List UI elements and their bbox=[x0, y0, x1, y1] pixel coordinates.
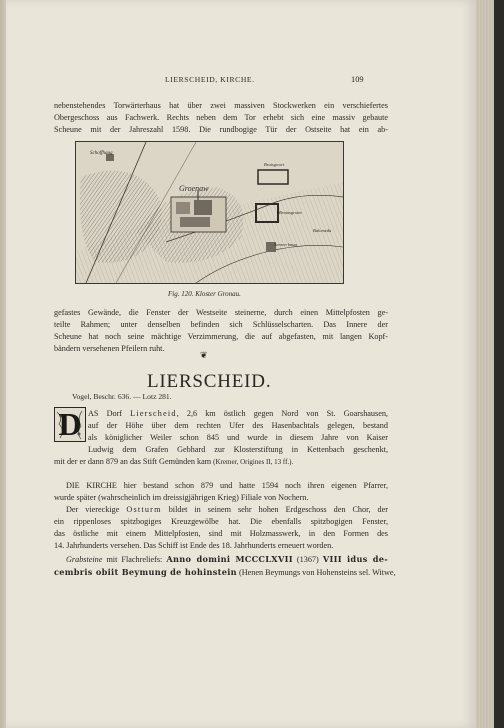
intro-paragraph bbox=[54, 100, 388, 136]
place-name: Lierscheid bbox=[130, 409, 177, 418]
text-segment: mit Flachreliefs: bbox=[102, 555, 167, 564]
page-number: 109 bbox=[351, 75, 364, 84]
decorated-initial bbox=[54, 407, 86, 442]
text-segment: bildet in seinem sehr hohen Erdgeschoss den Chor, der bbox=[168, 505, 389, 514]
inscription: VIII idus de- bbox=[322, 554, 388, 564]
map-label-bottom: Sanren haug bbox=[274, 242, 297, 247]
text-line bbox=[88, 408, 388, 420]
section-title: LIERSCHEID. bbox=[147, 371, 272, 392]
text-line: DIE KIRCHE hier bestand schon 879 und hatte 1594 noch ihren eigenen Pfarrer, bbox=[66, 481, 388, 490]
reference-note: (Kremer, Origines II, 13 ff.). bbox=[213, 458, 294, 466]
map-label-title: Groenaw bbox=[179, 184, 209, 193]
map-label-top-left: Schoffhaug bbox=[90, 151, 113, 156]
inscription: cembris obiit Beymung de hohinstein bbox=[54, 567, 237, 578]
text-line: das östliche mit einem Mittelpfosten, sind mit Holzmasswerk, in den Formen des bbox=[54, 529, 388, 539]
text-line bbox=[54, 504, 388, 516]
section-ornament: ❦ bbox=[200, 350, 208, 360]
opening-tail: , 2,6 km östlich gegen Nord von St. Goarshausen, bbox=[176, 409, 388, 418]
text-line bbox=[54, 456, 388, 468]
text-line: nebenstehendes Torwärterhaus hat über zwei massiven Stockwerken ein verschiefertes bbox=[54, 101, 388, 110]
map-label-far-right: Balomeda bbox=[313, 228, 332, 233]
text-segment: Der viereckige bbox=[66, 505, 120, 514]
after-figure-paragraph bbox=[54, 307, 388, 355]
text-line: bändern versehenen Pfeilern ruht. bbox=[54, 344, 165, 354]
grave-label: Grabsteine bbox=[66, 555, 103, 564]
initial-letter: D bbox=[58, 406, 82, 442]
text-line bbox=[54, 553, 388, 566]
opening-paragraph-end bbox=[54, 456, 388, 468]
book-cover-edge bbox=[494, 0, 504, 728]
text-line: ein rippenloses spitzbogiges Kreuzgewölbe hat. Die ebenfalls spitzbogigen Fenster, bbox=[54, 517, 388, 527]
text-line: Ludwig dem Grafen Gebhard zur Klosterstiftung in Kettenbach geschenkt, bbox=[88, 445, 388, 455]
text-segment: (Henen Beymungs von Hohensteins sel. Witwe, bbox=[236, 568, 396, 578]
text-line: Scheune hat noch seine mächtige Verzimmerung, die auf abgefasten, mit langen Kopf- bbox=[54, 332, 388, 342]
page-edge bbox=[476, 0, 494, 728]
map-figure bbox=[75, 141, 344, 284]
opening-paragraph bbox=[88, 408, 388, 456]
opening-start: AS Dorf bbox=[88, 409, 123, 418]
text-line: Obergeschoss aus Fachwerk. Rechts neben dem Tor erhebt sich eine massiv gebaute bbox=[54, 113, 388, 123]
map-label-top-right: Bruisgwort bbox=[264, 162, 285, 167]
text-line: als königlicher Weiler schon 845 und wurde in diesem Jahre von Kaiser bbox=[88, 433, 388, 443]
running-head: LIERSCHEID, KIRCHE. bbox=[165, 75, 255, 84]
text-line: teilte Rahmen; unter denselben befinden sich Schlüsselscharten. Das Innere der bbox=[54, 320, 388, 330]
inscription: Anno domini MCCCLXVII bbox=[166, 554, 293, 564]
church-paragraph bbox=[54, 480, 388, 504]
figure-caption: Fig. 120. Kloster Gronau. bbox=[168, 290, 241, 298]
map-illustration bbox=[76, 142, 343, 283]
text-line: wurde später (wahrscheinlich im dreissigjährigen Krieg) Filiale von Nochern. bbox=[54, 493, 309, 503]
text-line: 14. Jahrhunderts versehen. Das Schiff ist Ende des 18. Jahrhunderts erneuert worden. bbox=[54, 541, 334, 551]
text-line bbox=[54, 566, 396, 579]
text-segment: mit der er dann 879 an das Stift Gemünden kam bbox=[54, 457, 212, 466]
text-line: gefastes Gewände, die Fenster der Westseite steinerne, durch einen Mittelpfosten ge- bbox=[54, 308, 388, 317]
tower-paragraph bbox=[54, 504, 388, 552]
text-line: Scheune mit der Jahreszahl 1598. Die rundbogige Tür der Ostseite hat ein ab- bbox=[54, 125, 388, 135]
map-label-right: Bruinsgrotm bbox=[279, 210, 302, 215]
text-segment: (1367) bbox=[292, 555, 323, 564]
grave-paragraph bbox=[54, 553, 396, 579]
text-line: auf der Höhe über dem rechten Ufer des Hasenbachtals gelegen, bestand bbox=[88, 421, 388, 431]
section-references: Vogel, Beschr. 636. — Lotz 281. bbox=[72, 392, 172, 401]
tower-term: Ostturm bbox=[126, 505, 162, 514]
